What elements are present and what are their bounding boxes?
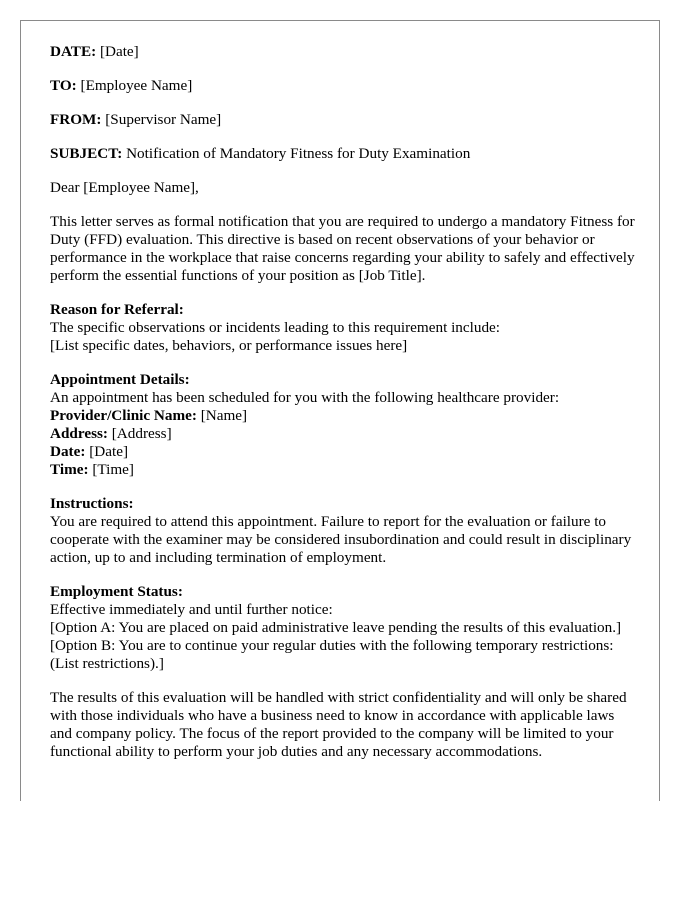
subject-label: SUBJECT: bbox=[50, 145, 123, 162]
letter-page bbox=[20, 20, 660, 801]
to-value: [Employee Name] bbox=[76, 77, 193, 94]
salutation: Dear [Employee Name], bbox=[50, 179, 199, 196]
date-label: DATE: bbox=[50, 43, 97, 60]
subject-value: Notification of Mandatory Fitness for Duty Examination bbox=[122, 145, 471, 162]
instructions-heading: Instructions: bbox=[50, 495, 134, 512]
appointment-time-value: [Time] bbox=[88, 461, 134, 478]
appointment-date-label: Date: bbox=[50, 443, 86, 460]
from-label: FROM: bbox=[50, 111, 102, 128]
provider-line bbox=[50, 407, 636, 425]
referral-line-2: [List specific dates, behaviors, or performance issues here] bbox=[50, 337, 408, 354]
from-value: [Supervisor Name] bbox=[101, 111, 222, 128]
subject-line bbox=[50, 145, 636, 163]
intro-paragraph: This letter serves as formal notification that you are required to undergo a mandatory Fitness for Duty (FFD) evaluation. This directive is based on recent observations of your behavior or performance in the workplace that raise concerns regarding your ability to safely and effectively perform the essential functions of your position as [Job Title]. bbox=[50, 213, 635, 284]
to-label: TO: bbox=[50, 77, 77, 94]
appointment-line-1: An appointment has been scheduled for you with the following healthcare provider: bbox=[50, 389, 560, 406]
confidentiality-paragraph: The results of this evaluation will be handled with strict confidentiality and will only be shared with those individuals who have a business need to know in accordance with applicable laws and company policy. The focus of the report provided to the company will be limited to your functional ability to perform your job duties and any necessary accommodations. bbox=[50, 689, 627, 760]
to-line bbox=[50, 77, 636, 95]
referral-line-1: The specific observations or incidents leading to this requirement include: bbox=[50, 319, 501, 336]
address-line bbox=[50, 425, 636, 443]
employment-section bbox=[50, 583, 636, 673]
date-line bbox=[50, 43, 636, 61]
address-label: Address: bbox=[50, 425, 108, 442]
appointment-date-line bbox=[50, 443, 636, 461]
referral-heading: Reason for Referral: bbox=[50, 301, 184, 318]
appointment-date-value: [Date] bbox=[85, 443, 129, 460]
address-value: [Address] bbox=[107, 425, 172, 442]
letter-content bbox=[50, 43, 636, 777]
employment-option-b: [Option B: You are to continue your regular duties with the following temporary restrictions: (List restrictions).] bbox=[50, 637, 614, 672]
instructions-section bbox=[50, 495, 636, 567]
provider-value: [Name] bbox=[196, 407, 248, 424]
instructions-text: You are required to attend this appointment. Failure to report for the evaluation or failure to cooperate with the examiner may be considered insubordination and could result in disciplinary action, up to and including termination of employment. bbox=[50, 513, 632, 566]
date-value: [Date] bbox=[96, 43, 139, 60]
provider-label: Provider/Clinic Name: bbox=[50, 407, 197, 424]
appointment-time-label: Time: bbox=[50, 461, 89, 478]
appointment-heading: Appointment Details: bbox=[50, 371, 190, 388]
employment-line-1: Effective immediately and until further notice: bbox=[50, 601, 333, 618]
referral-section bbox=[50, 301, 636, 355]
appointment-time-line bbox=[50, 461, 636, 479]
from-line bbox=[50, 111, 636, 129]
appointment-section bbox=[50, 371, 636, 479]
employment-heading: Employment Status: bbox=[50, 583, 183, 600]
employment-option-a: [Option A: You are placed on paid administrative leave pending the results of this evaluation.] bbox=[50, 619, 622, 636]
